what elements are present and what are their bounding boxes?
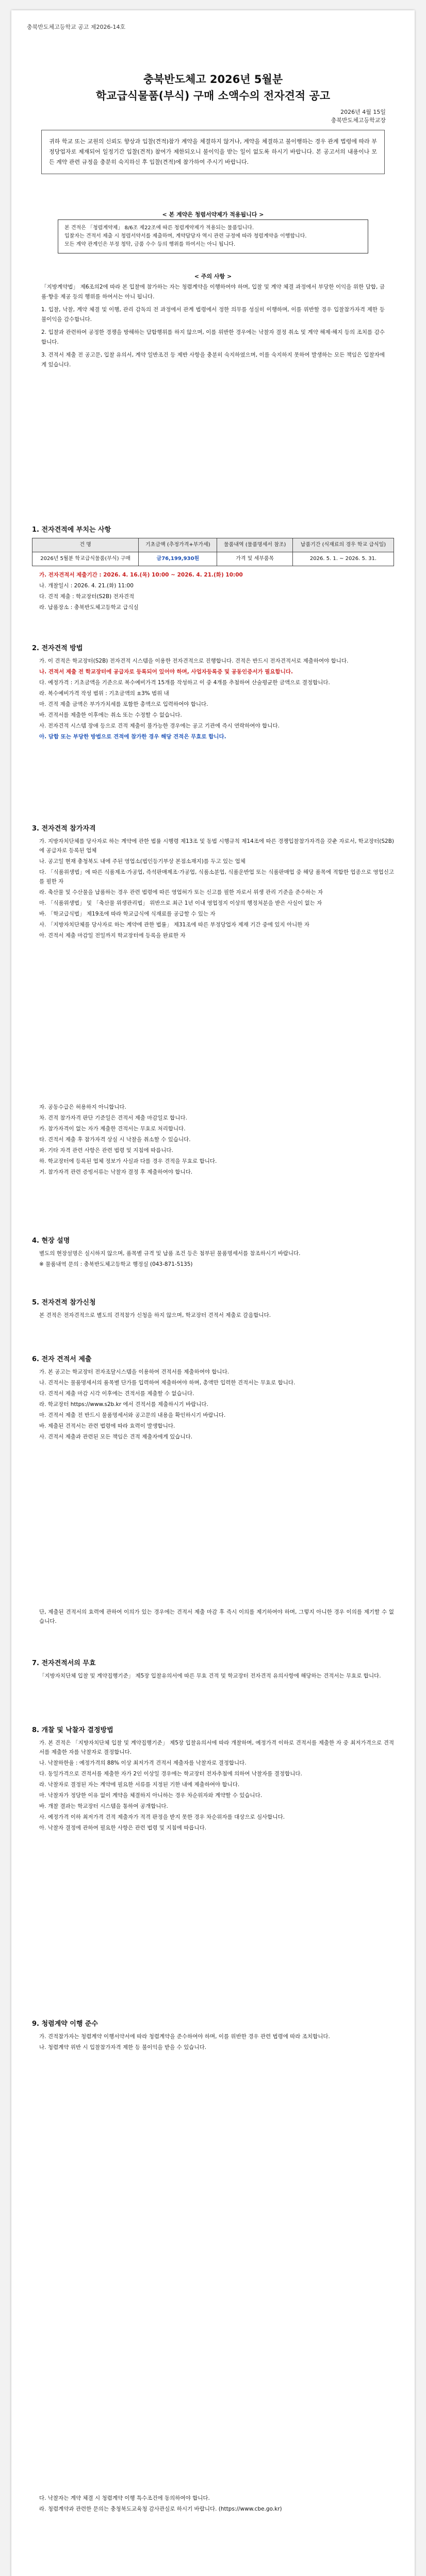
warning-line: 입찰자는 견적서 제출 시 청렴서약서를 제출하며, 계약담당자 역시 관련 규정에 따라 청렴계약을 이행합니다.: [64, 233, 307, 239]
section-line: 라. 납품장소 : 충북반도체고등학교 급식실: [39, 604, 139, 611]
table-header-cell: 기초금액 (추정가격+부가세): [139, 538, 217, 552]
document-number: 충북반도체고등학교 공고 제2026-14호: [27, 24, 126, 30]
warning-line: 모든 계약 관계인은 부정 청탁, 금품 수수 등의 행위를 하여서는 아니 됩니다.: [64, 242, 236, 247]
section-line: 나. 견적서 제출 전 학교장터에 공급자로 등록되어 있어야 하며, 사업자등록증 및 공동인증서가 필요합니다.: [39, 669, 293, 675]
warning-heading: < 본 계약은 청렴서약제가 적용됩니다 >: [162, 211, 264, 218]
section-heading: 8. 개찰 및 낙찰자 결정방법: [32, 1726, 113, 1734]
notice-paragraph: 1. 입찰, 낙찰, 계약 체결 및 이행, 관리 감독의 전 과정에서 관계 법령에서 정한 의무를 성실히 이행하며, 이를 위반할 경우 입찰참가자격 제한 등 불이익을 감수합니다.: [41, 307, 385, 323]
section-line: 라. 청렴계약과 관련한 문의는 충청북도교육청 감사관실로 하시기 바랍니다. (https://www.cbe.go.kr): [39, 2506, 282, 2512]
section-9-continued: [32, 2494, 394, 2515]
section-line: 사. 견적서 제출과 관련된 모든 책임은 견적 제출자에게 있습니다.: [39, 1434, 193, 1440]
notice-paragraph: 3. 견적서 제출 전 공고문, 입찰 유의서, 계약 일반조건 등 제반 사항을 충분히 숙지하였으며, 이를 숙지하지 못하여 발생하는 모든 책임은 입찰자에게 있습니다.: [41, 352, 385, 368]
section-heading: 4. 현장 설명: [32, 1237, 70, 1245]
section-line: 아. 낙찰자 결정에 관하여 필요한 사항은 관련 법령 및 지침에 따릅니다.: [39, 1825, 207, 1831]
table-cell: 금76,199,930원: [139, 552, 217, 566]
section-line: 다. 낙찰자는 계약 체결 시 청렴계약 이행 특수조건에 동의하여야 합니다.: [39, 2495, 210, 2501]
section-1: [32, 526, 394, 614]
section-heading: 9. 청렴계약 이행 준수: [32, 2020, 99, 2028]
section-9: [32, 2020, 394, 2054]
section-line: 라. 축산물 및 수산물을 납품하는 경우 관련 법령에 따른 영업허가 또는 신고를 필한 자로서 위생 관리 기준을 준수하는 자: [39, 889, 323, 895]
section-heading: 5. 전자견적 참가신청: [32, 1299, 96, 1307]
section-line: 가. 이 견적은 학교장터(S2B) 전자견적 시스템을 이용한 전자견적으로 진행합니다. 견적은 반드시 전자견적서로 제출하여야 합니다.: [39, 658, 349, 664]
section-line: 나. 개찰일시 : 2026. 4. 21.(화) 11:00: [39, 583, 134, 589]
section-line: 라. 학교장터 https://www.s2b.kr 에서 견적서를 제출하시기 바랍니다.: [39, 1401, 208, 1408]
section-line: 나. 낙찰하한율 : 예정가격의 88% 이상 최저가격 견적서 제출자를 낙찰자로 결정합니다.: [39, 1760, 247, 1766]
section-line: 「지방자치단체 입찰 및 계약집행기준」 제5장 입찰유의서에 따른 무효 견적 및 학교장터 전자견적 유의사항에 해당하는 견적서는 무효로 합니다.: [39, 1673, 381, 1679]
section-line: 가. 전자견적서 제출기간 : 2026. 4. 16.(목) 10:00 ~ 2026. 4. 21.(화) 10:00: [39, 572, 243, 578]
issuer-name: 충북반도체고등학교장: [331, 117, 386, 124]
table-cell: 2026년 5월분 학교급식물품(부식) 구매: [32, 552, 139, 566]
section-line: 바. 견적서를 제출한 이후에는 취소 또는 수정할 수 없습니다.: [39, 712, 182, 718]
section-line: 가. 지방자치단체를 당사자로 하는 계약에 관한 법률 시행령 제13조 및 동법 시행규칙 제14조에 따른 경쟁입찰참가자격을 갖춘 자로서, 학교장터(S2B)에 공급자로 등록된 업체: [39, 838, 394, 854]
notice-heading: < 주의 사항 >: [194, 273, 232, 280]
section-line: 거. 참가자격 관련 증빙서류는 낙찰자 결정 후 제출하여야 합니다.: [39, 1169, 193, 1175]
section-line: 타. 견적서 제출 후 참가자격 상실 시 낙찰을 취소할 수 있습니다.: [39, 1137, 191, 1143]
section-line: 사. 전자견적 시스템 장애 등으로 견적 제출이 불가능한 경우에는 공고 기관에 즉시 연락하여야 합니다.: [39, 723, 280, 729]
section-line: 마. 견적 제출 금액은 부가가치세를 포함한 총액으로 입력하여야 합니다.: [39, 701, 208, 707]
section-6-continued: [32, 1607, 394, 1628]
section-line: 사. 예정가격 이하 최저가격 견적 제출자가 적격 판정을 받지 못한 경우 차순위자를 대상으로 심사합니다.: [39, 1814, 285, 1820]
section-line: 아. 담합 또는 부당한 방법으로 견적에 참가한 경우 해당 견적은 무효로 합니다.: [39, 734, 226, 740]
section-line: 다. 견적 제출 : 학교장터(S2B) 전자견적: [39, 594, 135, 600]
section-6: [32, 1355, 394, 1443]
issue-date-block: [331, 108, 386, 125]
section-4: [32, 1236, 394, 1270]
section-heading: 6. 전자 견적서 제출: [32, 1355, 92, 1363]
section-2: [32, 644, 394, 743]
section-line: 마. 낙찰자가 정당한 이유 없이 계약을 체결하지 아니하는 경우 차순위자와 계약할 수 있습니다.: [39, 1792, 263, 1799]
section-7: [32, 1659, 394, 1682]
section-line: 마. 견적서 제출 전 반드시 물품명세서와 공고문의 내용을 확인하시기 바랍니다.: [39, 1412, 226, 1418]
section-line: 본 견적은 전자견적으로 별도의 견적참가 신청을 하지 않으며, 학교장터 견적서 제출로 갈음합니다.: [39, 1312, 271, 1318]
document-page: [11, 10, 415, 2576]
section-3: [32, 824, 394, 942]
section-line: 다. 「식품위생법」에 따른 식품제조·가공업, 즉석판매제조·가공업, 식품소분업, 식품운반업 또는 식품판매업 중 해당 품목에 적합한 업종으로 영업신고를 필한 자: [39, 869, 395, 885]
table-cell: 2026. 5. 1. ~ 2026. 5. 31.: [293, 552, 394, 566]
section-line: 다. 예정가격 : 기초금액을 기준으로 복수예비가격 15개를 작성하고 이 중 4개를 추첨하여 산술평균한 금액으로 결정합니다.: [39, 680, 330, 686]
table-header-row: [32, 538, 394, 552]
section-line: 나. 청렴계약 위반 시 입찰참가자격 제한 등 불이익을 받을 수 있습니다.: [39, 2044, 207, 2050]
section-line: 사. 「지방자치단체를 당사자로 하는 계약에 관한 법률」 제31조에 따른 부정당업자 제재 기간 중에 있지 아니한 자: [39, 922, 309, 928]
section-line: ※ 물품내역 문의 : 충북반도체고등학교 행정실 (043-871-5135): [39, 1261, 193, 1267]
section-line: 라. 낙찰자로 결정된 자는 계약에 필요한 서류를 지정된 기한 내에 제출하여야 합니다.: [39, 1782, 240, 1788]
section-line: 다. 견적서 제출 마감 시각 이후에는 견적서를 제출할 수 없습니다.: [39, 1391, 194, 1397]
table-header-cell: 건 명: [32, 538, 139, 552]
page-title-line2: 학교급식물품(부식) 구매 소액수의 전자견적 공고: [95, 90, 331, 102]
section-heading: 3. 전자견적 참가자격: [32, 825, 96, 833]
section-line: 하. 학교장터에 등록된 업체 정보가 사실과 다를 경우 견적을 무효로 합니다.: [39, 1158, 217, 1164]
section-heading: 7. 전자견적서의 무효: [32, 1659, 96, 1667]
notice-paragraph: 「지방계약법」 제6조의2에 따라 본 입찰에 참가하는 자는 청렴계약을 이행하여야 하며, 입찰 및 계약 체결 과정에서 부당한 이익을 위한 담합, 금품·향응 제공 등의 행위를 하여서는 아니 됩니다.: [41, 284, 385, 300]
table-cell: 가격 및 세부품목: [217, 552, 293, 566]
notice-paragraph: 2. 입찰과 관련하여 공정한 경쟁을 방해하는 담합행위를 하지 않으며, 이를 위반한 경우에는 낙찰자 결정 취소 및 계약 해제·해지 등의 조치를 감수합니다.: [41, 329, 385, 345]
section-line: 바. 「학교급식법」 제19조에 따라 학교급식에 식재료를 공급할 수 있는 자: [39, 911, 216, 917]
table-row: [32, 552, 394, 566]
table-header-cell: 납품기간 (식재료의 경우 학교 급식일): [293, 538, 394, 552]
table-header-cell: 물품내역 (물품명세서 참조): [217, 538, 293, 552]
section-3-continued: [32, 1103, 394, 1178]
section-8: [32, 1726, 394, 1834]
section-line: 바. 제출된 견적서는 관련 법령에 따라 효력이 발생합니다.: [39, 1423, 175, 1429]
section-line: 파. 기타 자격 관련 사항은 관련 법령 및 지침에 따릅니다.: [39, 1147, 173, 1154]
bid-table: [32, 538, 394, 566]
section-line: 별도의 현장설명은 실시하지 않으며, 품목별 규격 및 납품 조건 등은 첨부된 물품명세서를 참조하시기 바랍니다.: [39, 1250, 301, 1257]
section-line: 라. 복수예비가격 작성 범위 : 기초금액의 ±3% 범위 내: [39, 690, 169, 697]
section-line: 나. 견적서는 물품명세서의 품목별 단가를 입력하여 제출하여야 하며, 총액만 입력한 견적서는 무효로 합니다.: [39, 1380, 296, 1386]
section-line: 아. 견적서 제출 마감일 전일까지 학교장터에 등록을 완료한 자: [39, 933, 186, 939]
section-line: 나. 공고일 현재 충청북도 내에 주된 영업소(법인등기부상 본점소재지)를 두고 있는 업체: [39, 858, 245, 865]
section-line: 카. 참가자격이 없는 자가 제출한 견적서는 무효로 처리합니다.: [39, 1126, 186, 1132]
section-line: 차. 견적 참가자격 판단 기준일은 견적서 제출 마감일로 합니다.: [39, 1115, 187, 1121]
section-line: 다. 동일가격으로 견적서를 제출한 자가 2인 이상일 경우에는 학교장터 전자추첨에 의하여 낙찰자를 결정합니다.: [39, 1771, 302, 1777]
section-heading: 1. 전자견적에 부치는 사항: [32, 526, 111, 534]
section-line: 자. 공동수급은 허용하지 아니합니다.: [39, 1104, 126, 1110]
section-heading: 2. 전자견적 방법: [32, 645, 83, 652]
section-line: 마. 「식품위생법」 및 「축산물 위생관리법」 위반으로 최근 1년 이내 영업정지 이상의 행정처분을 받은 사실이 없는 자: [39, 900, 322, 906]
notice-block: [41, 282, 385, 373]
section-line: 단, 제출된 견적서의 효력에 관하여 이의가 있는 경우에는 견적서 제출 마감 후 즉시 이의를 제기하여야 하며, 그렇지 아니한 경우 이의를 제기할 수 없습니다.: [39, 1609, 394, 1624]
warning-box: [58, 219, 368, 253]
section-line: 가. 본 견적은 「지방자치단체 입찰 및 계약집행기준」 제5장 입찰유의서에 따라 개찰하며, 예정가격 이하로 견적서를 제출한 자 중 최저가격으로 견적서를 제출한 자를 낙찰자로 결정합니다.: [39, 1740, 394, 1755]
page-title-line1: 충북반도체고 2026년 5월분: [143, 73, 283, 86]
warning-line: 본 견적은 「청렴계약제」 8/6조 제22조에 따른 청렴계약제가 적용되는 물품입니다.: [64, 225, 254, 231]
intro-box: 귀하 학교 또는 교원의 신뢰도 향상과 입찰(견적)참가 계약을 체결하지 않거나, 계약을 체결하고 불이행하는 경우 관계 법령에 따라 부정당업자로 제재되어 일정기간 입찰(견적) 참여가 제한되오니 불이익을 받는 일이 없도록 하시기 바랍니다. 본 공고서의 내용이나 모든 계약 관련 규정을 충분히 숙지하신 후 입찰(견적)에 참가하여 주시기 바랍니다.: [41, 130, 385, 174]
section-line: 바. 개찰 결과는 학교장터 시스템을 통하여 공개합니다.: [39, 1803, 168, 1809]
issue-date: 2026년 4월 15일: [340, 109, 386, 115]
section-5: [32, 1298, 394, 1321]
section-line: 가. 본 공고는 학교장터 전자조달시스템을 이용하여 견적서를 제출하여야 합니다.: [39, 1369, 230, 1375]
section-line: 가. 견적참가자는 청렴계약 이행서약서에 따라 청렴계약을 준수하여야 하며, 이를 위반한 경우 관련 법령에 따라 조치합니다.: [39, 2033, 330, 2040]
